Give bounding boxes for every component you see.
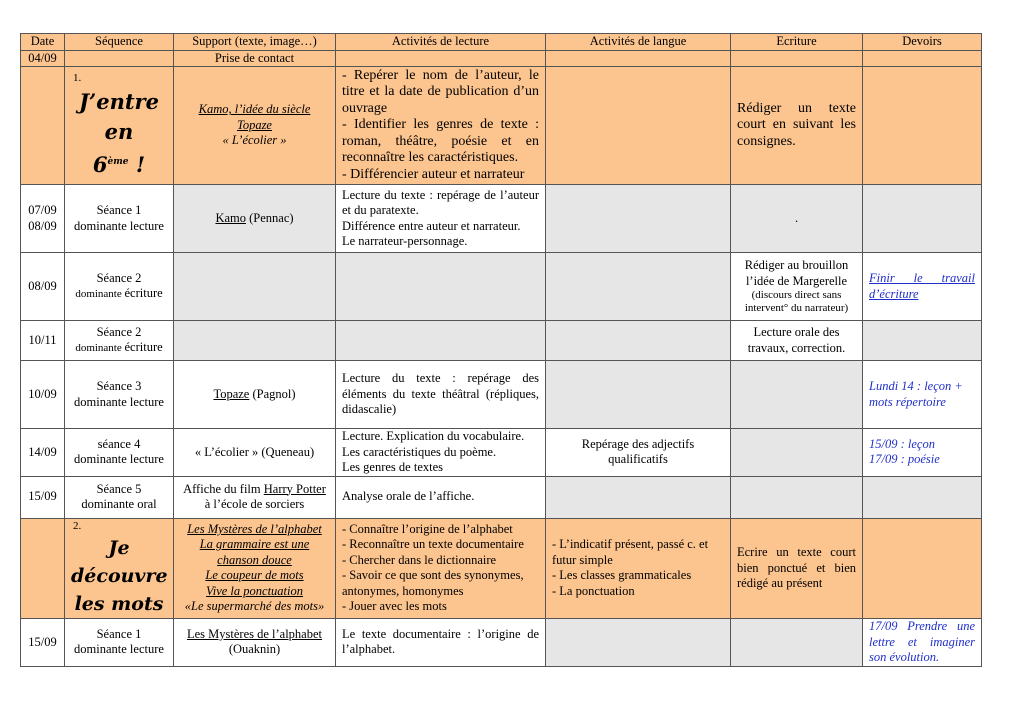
lecture-cell: Le texte documentaire : l’origine de l’alphabet.: [336, 619, 546, 667]
lecture-cell: Lecture. Explication du vocabulaire. Les caractéristiques du poème. Les genres de textes: [336, 429, 546, 477]
devoirs-cell: Lundi 14 : leçon + mots répertoire: [863, 361, 982, 429]
support-cell: Affiche du film Harry Potter à l’école de sorciers: [174, 476, 336, 518]
sequence-cell: Séance 3 dominante lecture: [65, 361, 174, 429]
support-cell: Topaze (Pagnol): [174, 361, 336, 429]
ecriture-cell: Rédiger un texte court en suivant les consignes.: [731, 67, 863, 185]
sequence-cell: Séance 2 dominante écriture: [65, 321, 174, 361]
sequence-number: 1.: [73, 72, 82, 85]
header-devoirs: Devoirs: [863, 34, 982, 51]
date-cell: 08/09: [21, 253, 65, 321]
support-cell: Les Mystères de l’alphabet (Ouaknin): [174, 619, 336, 667]
date-cell: 04/09: [21, 50, 65, 67]
sequence-title: Je découvre les mots: [71, 537, 168, 615]
header-ecriture: Ecriture: [731, 34, 863, 51]
table-row: [21, 429, 982, 477]
lecture-cell: Lecture du texte : repérage des éléments du texte théâtral (répliques, didascalie): [336, 361, 546, 429]
support-cell: Prise de contact: [174, 50, 336, 67]
devoirs-cell: Finir le travail d’écriture: [863, 253, 982, 321]
langue-cell: - L’indicatif présent, passé c. et futur simple - Les classes grammaticales - La ponctuation: [546, 518, 731, 619]
table-row: [21, 476, 982, 518]
support-cell: « L’écolier » (Queneau): [174, 429, 336, 477]
table-row: [21, 185, 982, 253]
support-cell: Kamo, l’idée du siècle Topaze « L’écolier »: [174, 67, 336, 185]
header-date: Date: [21, 34, 65, 51]
date-cell: 14/09: [21, 429, 65, 477]
date-cell: 10/11: [21, 321, 65, 361]
table-row: [21, 619, 982, 667]
ecriture-cell: Rédiger au brouillon l’idée de Margerelle (discours direct sans intervent° du narrateur): [731, 253, 863, 321]
lecture-cell: Analyse orale de l’affiche.: [336, 476, 546, 518]
lecture-cell: - Repérer le nom de l’auteur, le titre et la date de publication d’un ouvrage - Identifier les genres de texte : roman, théâtre, poésie et en reconnaître les caractéristiques. - Différencier auteur et narrateur: [336, 67, 546, 185]
date-cell: 07/09 08/09: [21, 185, 65, 253]
header-langue: Activités de langue: [546, 34, 731, 51]
lecture-cell: Lecture du texte : repérage de l’auteur et du paratexte. Différence entre auteur et narrateur. Le narrateur-personnage.: [336, 185, 546, 253]
date-cell: 15/09: [21, 619, 65, 667]
table-row: [21, 361, 982, 429]
ecriture-cell: Lecture orale des travaux, correction.: [731, 321, 863, 361]
sequence-row: [21, 518, 982, 619]
sequence-cell: Séance 2 dominante écriture: [65, 253, 174, 321]
sequence-title-cell: [65, 67, 174, 185]
lecture-cell: - Connaître l’origine de l’alphabet - Reconnaître un texte documentaire - Chercher dans le dictionnaire - Savoir ce que sont des synonymes, antonymes, homonymes - Jouer avec les mots: [336, 518, 546, 619]
ecriture-cell: .: [731, 185, 863, 253]
header-support: Support (texte, image…): [174, 34, 336, 51]
support-cell: Kamo (Pennac): [174, 185, 336, 253]
date-cell: 10/09: [21, 361, 65, 429]
sequence-cell: Séance 5 dominante oral: [65, 476, 174, 518]
sequence-title: J’entre en 6ème !: [78, 88, 159, 177]
header-lecture: Activités de lecture: [336, 34, 546, 51]
table-row: [21, 253, 982, 321]
sequence-row: [21, 67, 982, 185]
support-cell: Les Mystères de l’alphabet La grammaire est une chanson douce Le coupeur de mots Vive la ponctuation «Le supermarché des mots»: [174, 518, 336, 619]
devoirs-cell: 17/09 Prendre une lettre et imaginer son évolution.: [863, 619, 982, 667]
sequence-cell: séance 4 dominante lecture: [65, 429, 174, 477]
langue-cell: Repérage des adjectifs qualificatifs: [546, 429, 731, 477]
date-cell: 15/09: [21, 476, 65, 518]
devoirs-cell: 15/09 : leçon 17/09 : poésie: [863, 429, 982, 477]
progression-table: [20, 33, 982, 667]
sequence-cell: Séance 1 dominante lecture: [65, 185, 174, 253]
table-row: [21, 321, 982, 361]
table-row: [21, 50, 982, 67]
sequence-title-cell: [65, 518, 174, 619]
header-row: [21, 34, 982, 51]
sequence-number: 2.: [73, 519, 82, 532]
sequence-cell: Séance 1 dominante lecture: [65, 619, 174, 667]
ecriture-cell: Ecrire un texte court bien ponctué et bien rédigé au présent: [731, 518, 863, 619]
header-sequence: Séquence: [65, 34, 174, 51]
